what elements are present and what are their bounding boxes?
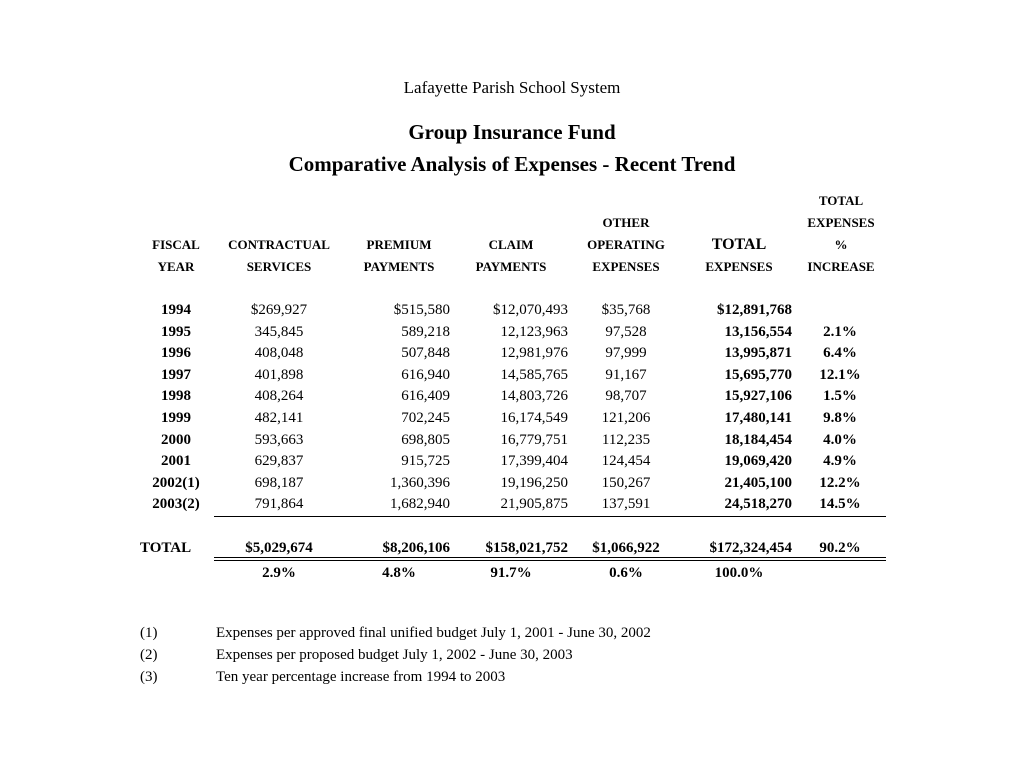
row-claim: 16,779,751 bbox=[500, 432, 568, 448]
row-other: 97,528 bbox=[605, 324, 647, 340]
row-premium: 1,360,396 bbox=[390, 475, 450, 491]
row-other: 124,454 bbox=[601, 453, 651, 469]
share-premium: 4.8% bbox=[382, 565, 416, 581]
row-claim: $12,070,493 bbox=[493, 302, 568, 318]
row-year: 2003(2) bbox=[152, 496, 200, 512]
row-total: 15,927,106 bbox=[724, 388, 792, 404]
row-total: 24,518,270 bbox=[724, 496, 792, 512]
row-percent: 9.8% bbox=[823, 410, 857, 426]
row-premium: 698,805 bbox=[401, 432, 450, 448]
row-contractual: 593,663 bbox=[254, 432, 304, 448]
header-percent-increase bbox=[796, 190, 886, 278]
header-contractual bbox=[214, 234, 344, 278]
header-line: PAYMENTS bbox=[363, 259, 435, 274]
total-rule-bottom bbox=[214, 560, 886, 561]
share-total: 100.0% bbox=[714, 565, 764, 581]
row-contractual: 408,048 bbox=[254, 345, 304, 361]
note-number: (3) bbox=[140, 669, 158, 685]
header-line: OTHER bbox=[602, 215, 650, 230]
row-total: 17,480,141 bbox=[724, 410, 792, 426]
total-expenses: $172,324,454 bbox=[709, 540, 792, 556]
row-total: 19,069,420 bbox=[724, 453, 792, 469]
row-claim: 14,803,726 bbox=[500, 388, 568, 404]
header-line: SERVICES bbox=[246, 259, 312, 274]
header-line: % bbox=[834, 237, 848, 252]
row-premium: 702,245 bbox=[401, 410, 450, 426]
row-percent: 4.0% bbox=[823, 432, 857, 448]
row-year: 2001 bbox=[161, 453, 191, 469]
row-percent bbox=[800, 299, 880, 321]
row-contractual: $269,927 bbox=[250, 302, 308, 318]
total-contractual: $5,029,674 bbox=[245, 540, 313, 556]
subtotal-rule bbox=[214, 516, 886, 517]
share-other: 0.6% bbox=[609, 565, 643, 581]
row-year: 1999 bbox=[161, 410, 191, 426]
row-other: 97,999 bbox=[605, 345, 647, 361]
row-contractual: 408,264 bbox=[254, 388, 304, 404]
row-claim: 12,123,963 bbox=[500, 324, 568, 340]
header-line: FISCAL bbox=[152, 237, 200, 252]
row-year: 2000 bbox=[161, 432, 191, 448]
header-other-operating bbox=[574, 212, 678, 278]
header-line: CLAIM bbox=[488, 237, 534, 252]
row-contractual: 629,837 bbox=[254, 453, 304, 469]
row-total: 18,184,454 bbox=[724, 432, 792, 448]
header-line: OPERATING bbox=[587, 237, 665, 252]
row-other: 137,591 bbox=[601, 496, 651, 512]
row-total: 13,995,871 bbox=[724, 345, 792, 361]
total-rule-top bbox=[214, 557, 886, 558]
share-claim: 91.7% bbox=[490, 565, 532, 581]
row-premium: 616,940 bbox=[401, 367, 450, 383]
row-total: $12,891,768 bbox=[717, 302, 792, 318]
header-line: INCREASE bbox=[807, 259, 875, 274]
header-line: CONTRACTUAL bbox=[228, 237, 330, 252]
header-line: EXPENSES bbox=[705, 259, 773, 274]
header-line: TOTAL bbox=[818, 193, 864, 208]
row-premium: 1,682,940 bbox=[390, 496, 450, 512]
header-line: TOTAL bbox=[711, 236, 767, 253]
row-percent: 14.5% bbox=[819, 496, 861, 512]
total-other: $1,066,922 bbox=[592, 540, 660, 556]
row-percent: 1.5% bbox=[823, 388, 857, 404]
header-fiscal-year bbox=[142, 234, 210, 278]
note-number: (2) bbox=[140, 647, 158, 663]
header-line: EXPENSES bbox=[807, 215, 875, 230]
row-other: 121,206 bbox=[601, 410, 651, 426]
row-premium: 507,848 bbox=[401, 345, 450, 361]
note-text: Expenses per proposed budget July 1, 2002 - June 30, 2003 bbox=[216, 647, 573, 663]
row-premium: 616,409 bbox=[401, 388, 450, 404]
row-claim: 17,399,404 bbox=[500, 453, 568, 469]
row-other: 91,167 bbox=[605, 367, 647, 383]
row-contractual: 698,187 bbox=[254, 475, 304, 491]
row-total: 13,156,554 bbox=[724, 324, 792, 340]
row-year: 1996 bbox=[161, 345, 191, 361]
row-year: 2002(1) bbox=[152, 475, 200, 491]
total-premium: $8,206,106 bbox=[382, 540, 450, 556]
row-percent: 4.9% bbox=[823, 453, 857, 469]
row-total: 21,405,100 bbox=[724, 475, 792, 491]
header-line: PAYMENTS bbox=[475, 259, 547, 274]
row-other: 112,235 bbox=[601, 432, 651, 448]
note-number: (1) bbox=[140, 625, 158, 641]
row-total: 15,695,770 bbox=[724, 367, 792, 383]
header-line: PREMIUM bbox=[366, 237, 432, 252]
row-claim: 19,196,250 bbox=[500, 475, 568, 491]
row-other: 150,267 bbox=[601, 475, 651, 491]
header-claim bbox=[462, 234, 560, 278]
report-title: Group Insurance Fund bbox=[408, 120, 616, 144]
row-claim: 21,905,875 bbox=[500, 496, 568, 512]
row-percent: 12.1% bbox=[819, 367, 861, 383]
share-contractual: 2.9% bbox=[262, 565, 296, 581]
row-other: 98,707 bbox=[605, 388, 647, 404]
row-year: 1998 bbox=[161, 388, 191, 404]
row-contractual: 482,141 bbox=[254, 410, 304, 426]
row-contractual: 345,845 bbox=[254, 324, 304, 340]
row-claim: 12,981,976 bbox=[500, 345, 568, 361]
note-text: Expenses per approved final unified budget July 1, 2001 - June 30, 2002 bbox=[216, 625, 651, 641]
report-subtitle: Comparative Analysis of Expenses - Recent Trend bbox=[288, 152, 736, 176]
total-label: TOTAL bbox=[140, 540, 192, 556]
header-total bbox=[690, 234, 788, 278]
row-year: 1995 bbox=[161, 324, 191, 340]
row-year: 1997 bbox=[161, 367, 191, 383]
row-claim: 14,585,765 bbox=[500, 367, 568, 383]
row-claim: 16,174,549 bbox=[500, 410, 568, 426]
organization-name: Lafayette Parish School System bbox=[403, 78, 621, 97]
header-line: YEAR bbox=[157, 259, 195, 274]
row-premium: $515,580 bbox=[393, 302, 450, 318]
row-premium: 589,218 bbox=[401, 324, 450, 340]
header-premium bbox=[350, 234, 448, 278]
row-percent: 2.1% bbox=[823, 324, 857, 340]
row-contractual: 401,898 bbox=[254, 367, 304, 383]
header-line: EXPENSES bbox=[592, 259, 660, 274]
row-percent: 6.4% bbox=[823, 345, 857, 361]
total-percent: 90.2% bbox=[819, 540, 861, 556]
row-percent: 12.2% bbox=[819, 475, 861, 491]
row-other: $35,768 bbox=[601, 302, 651, 318]
note-text: Ten year percentage increase from 1994 to 2003 bbox=[216, 669, 506, 685]
row-contractual: 791,864 bbox=[254, 496, 304, 512]
row-premium: 915,725 bbox=[401, 453, 450, 469]
total-claim: $158,021,752 bbox=[485, 540, 568, 556]
row-year: 1994 bbox=[161, 302, 191, 318]
